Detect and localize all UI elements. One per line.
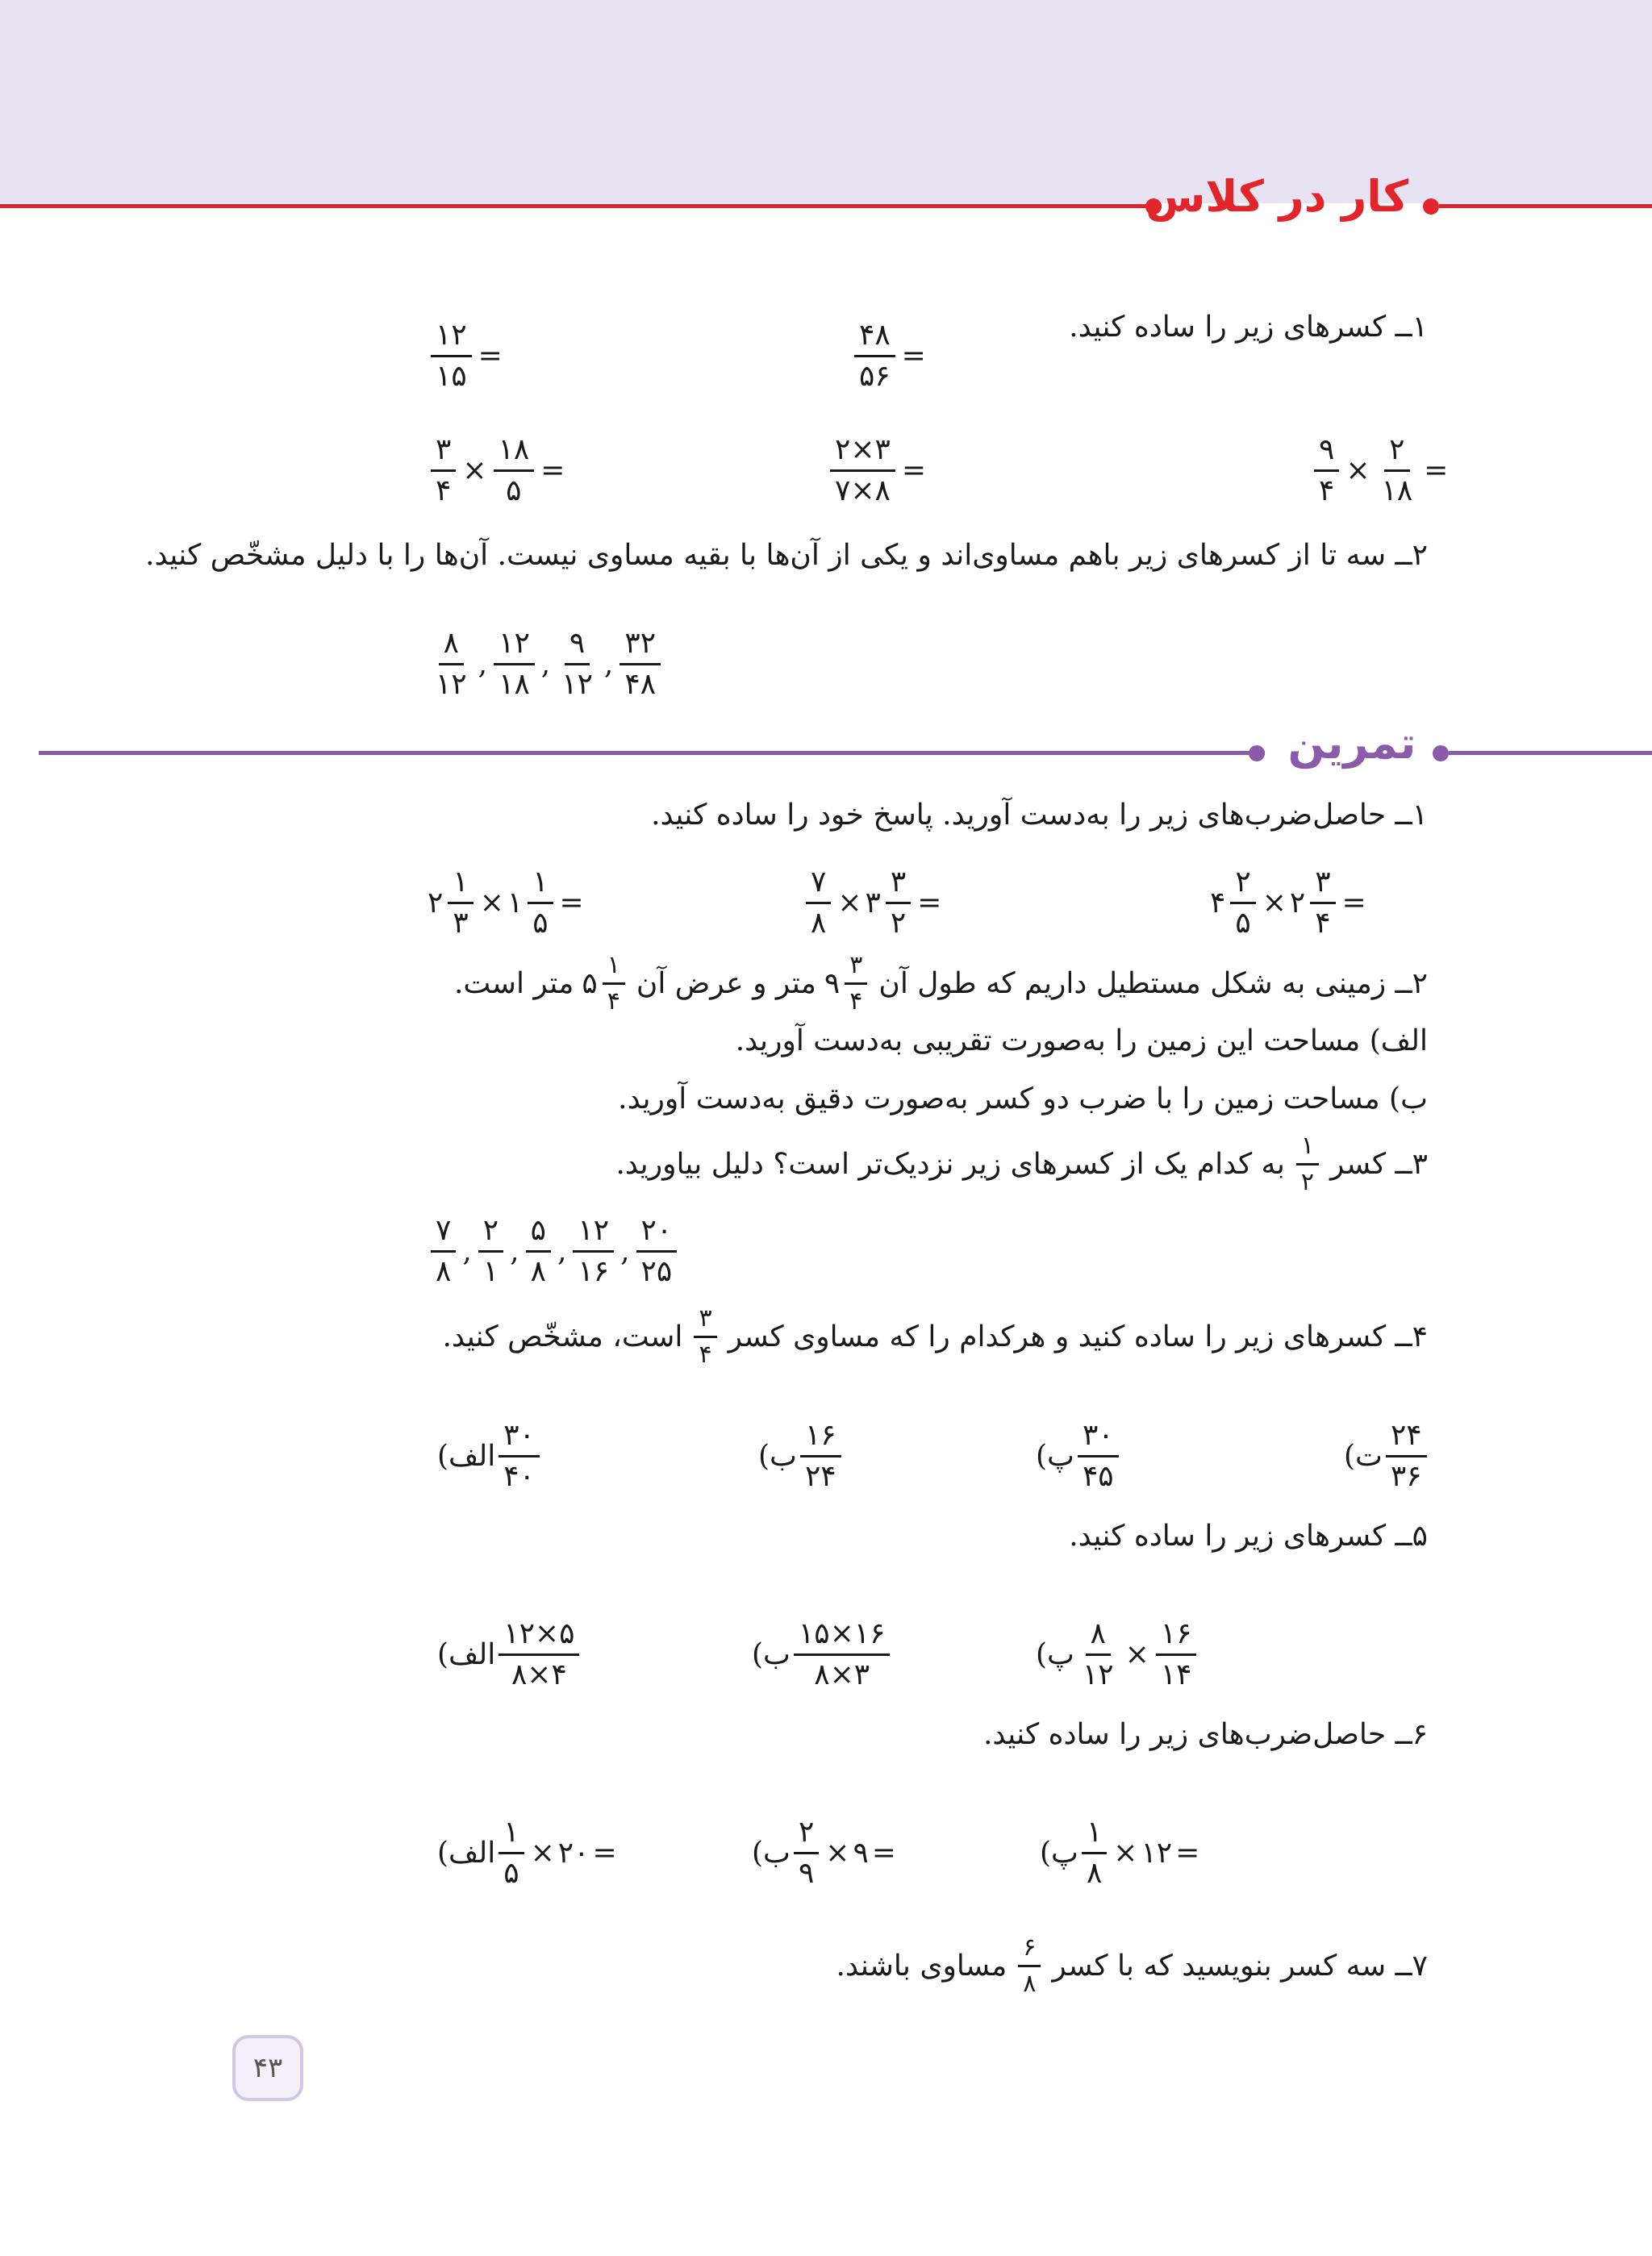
exercise-q7-line: ۷ــ سه کسر بنویسید که با کسر ۶ ۸ مساوی باشند. bbox=[836, 1933, 1428, 1998]
classwork-q2-text: ۲ــ سه تا از کسرهای زیر باهم مساوی‌اند و یکی از آن‌ها با بقیه مساوی نیست. آن‌ها را با دلیل مشخّص کنید. bbox=[145, 539, 1428, 572]
exercise-q6-b: ب) ۲ ۹ × ۹ = bbox=[752, 1816, 896, 1890]
exercise-q4-a: الف) ۳۰ ۴۰ bbox=[426, 1421, 543, 1491]
fraction: ۱ ۵ bbox=[528, 868, 553, 938]
fraction: ۲ ۱ bbox=[478, 1216, 503, 1286]
fraction: ۳۲ ۴۸ bbox=[620, 629, 661, 699]
exercise-q1-a: ۴ ۲ ۵ × ۲ ۳ ۴ = bbox=[1210, 865, 1366, 940]
exercise-q4-line: ۴ــ کسرهای زیر را ساده کنید و هرکدام را که مساوی کسر ۳ ۴ است، مشخّص کنید. bbox=[442, 1304, 1428, 1369]
classwork-q1-text: ۱ــ کسرهای زیر را ساده کنید. bbox=[1069, 311, 1428, 344]
fraction: ۲ ۵ bbox=[1230, 868, 1255, 938]
exercise-q6-a: الف) ۱ ۵ × ۲۰ = bbox=[437, 1816, 617, 1890]
fraction: ۱۶ ۲۴ bbox=[800, 1421, 841, 1491]
fraction: ۱ ۳ bbox=[448, 868, 473, 938]
fraction: ۱۲ ۱۵ bbox=[431, 321, 472, 391]
fraction: ۳۰ ۴۵ bbox=[1078, 1421, 1119, 1491]
exercise-q2-b: ب) مساحت زمین را با ضرب دو کسر به‌صورت دقیق به‌دست آورید. bbox=[618, 1082, 1428, 1115]
fraction: ۹ ۱۲ bbox=[561, 627, 593, 701]
fraction: ۲ ۹ bbox=[794, 1818, 819, 1888]
fraction: ۳ ۲ bbox=[886, 868, 911, 938]
fraction: ۱۲ ۱۸ bbox=[494, 629, 535, 699]
classwork-rule-right bbox=[1439, 204, 1652, 208]
fraction: ۹ ۴ bbox=[1314, 436, 1339, 506]
fraction: ۲ ۱۸ bbox=[1381, 433, 1413, 507]
fraction: ۱ ۸ bbox=[1082, 1818, 1107, 1888]
classwork-title: کار در کلاس bbox=[1145, 171, 1408, 222]
exercise-q1-text: ۱ــ حاصل‌ضرب‌های زیر را به‌دست آورید. پاسخ خود را ساده کنید. bbox=[651, 799, 1428, 832]
fraction: ۳ ۴ bbox=[694, 1307, 716, 1367]
page-number: ۴۳ bbox=[232, 2035, 303, 2101]
exercise-q4-c: پ) ۳۰ ۴۵ bbox=[1024, 1421, 1122, 1491]
fraction: ۶ ۸ bbox=[1018, 1936, 1041, 1996]
classwork-q1-b: ۱۲ ۱۵ = bbox=[428, 321, 506, 391]
fraction: ۷ ۸ bbox=[431, 1216, 456, 1286]
exercise-q2-a: الف) مساحت این زمین را به‌صورت تقریبی به‌دست آورید. bbox=[735, 1024, 1428, 1057]
exercise-rule bbox=[39, 751, 1265, 755]
classwork-rule bbox=[0, 204, 1162, 208]
exercise-rule-right bbox=[1449, 751, 1652, 755]
classwork-q1-c: ۹ ۴ × ۲ ۱۸ = bbox=[1311, 436, 1451, 506]
fraction: ۴۸ ۵۶ bbox=[854, 321, 895, 391]
exercise-bullet-right bbox=[1433, 745, 1449, 761]
exercise-q2-line: ۲ــ زمینی به شکل مستطیل داریم که طول آن ۹ ۳ ۴ متر و عرض آن ۵ ۱ ۴ متر است. bbox=[453, 951, 1428, 1015]
exercise-q1-b: ۷ ۸ × ۳ ۳ ۲ = bbox=[803, 868, 945, 938]
classwork-q2-fractions: ۸ ۱۲ , ۱۲ ۱۸ , ۹ ۱۲ , ۳۲ ۴۸ bbox=[428, 629, 664, 699]
exercise-q6-text: ۶ــ حاصل‌ضرب‌های زیر را ساده کنید. bbox=[982, 1718, 1428, 1751]
fraction: ۸ ۱۲ bbox=[436, 627, 467, 701]
exercise-q5-a: الف) ۱۲×۵ ۸×۴ bbox=[426, 1620, 582, 1690]
exercise-q5-b: ب) ۱۵×۱۶ ۸×۳ bbox=[740, 1620, 893, 1690]
exercise-q4-d: ت) ۲۴ ۳۶ bbox=[1333, 1421, 1430, 1491]
fraction: ۱ ۲ bbox=[1296, 1134, 1319, 1195]
fraction: ۸ ۱۲ bbox=[1082, 1617, 1114, 1691]
exercise-q5-text: ۵ــ کسرهای زیر را ساده کنید. bbox=[1069, 1520, 1428, 1553]
fraction: ۵ ۸ bbox=[526, 1216, 551, 1286]
fraction: ۷ ۸ bbox=[806, 868, 831, 938]
fraction: ۲×۳ ۷×۸ bbox=[830, 436, 895, 506]
fraction: ۳ ۴ bbox=[845, 953, 867, 1014]
exercise-q1-c: ۲ ۱ ۳ × ۱ ۱ ۵ = bbox=[428, 865, 584, 940]
fraction: ۱۸ ۵ bbox=[494, 436, 535, 506]
fraction: ۱۵×۱۶ ۸×۳ bbox=[794, 1620, 891, 1690]
exercise-q3-fractions: ۷ ۸ , ۲ ۱ , ۵ ۸ , ۱۲ ۱۶ , ۲۰ ۲۵ bbox=[428, 1216, 680, 1286]
exercise-bullet-left bbox=[1249, 745, 1265, 761]
classwork-bullet-right bbox=[1423, 198, 1439, 215]
exercise-title: تمرین bbox=[1287, 718, 1416, 769]
fraction: ۱۲×۵ ۸×۴ bbox=[499, 1620, 579, 1690]
fraction: ۲۰ ۲۵ bbox=[636, 1216, 678, 1286]
classwork-q1-e: ۳ ۴ × ۱۸ ۵ = bbox=[428, 436, 568, 506]
exercise-q4-b: ب) ۱۶ ۲۴ bbox=[747, 1421, 845, 1491]
fraction: ۳۰ ۴۰ bbox=[499, 1421, 540, 1491]
classwork-q1-a: ۴۸ ۵۶ = bbox=[851, 321, 929, 391]
fraction: ۳ ۴ bbox=[431, 436, 456, 506]
exercise-q3-line: ۳ــ کسر ۱ ۲ به کدام یک از کسرهای زیر نزدیک‌تر است؟ دلیل بیاورید. bbox=[615, 1132, 1428, 1196]
fraction: ۳ ۴ bbox=[1310, 868, 1335, 938]
exercise-q5-c: پ) ۸ ۱۲ × ۱۶ ۱۴ bbox=[1024, 1620, 1199, 1690]
classwork-q1-d: ۲×۳ ۷×۸ = bbox=[827, 436, 929, 506]
fraction: ۲۴ ۳۶ bbox=[1386, 1421, 1427, 1491]
fraction: ۱۶ ۱۴ bbox=[1156, 1620, 1197, 1690]
fraction: ۱۲ ۱۶ bbox=[573, 1216, 614, 1286]
fraction: ۱ ۴ bbox=[603, 953, 625, 1014]
exercise-q6-c: پ) ۱ ۸ × ۱۲ = bbox=[1040, 1816, 1200, 1890]
fraction: ۱ ۵ bbox=[499, 1818, 524, 1888]
